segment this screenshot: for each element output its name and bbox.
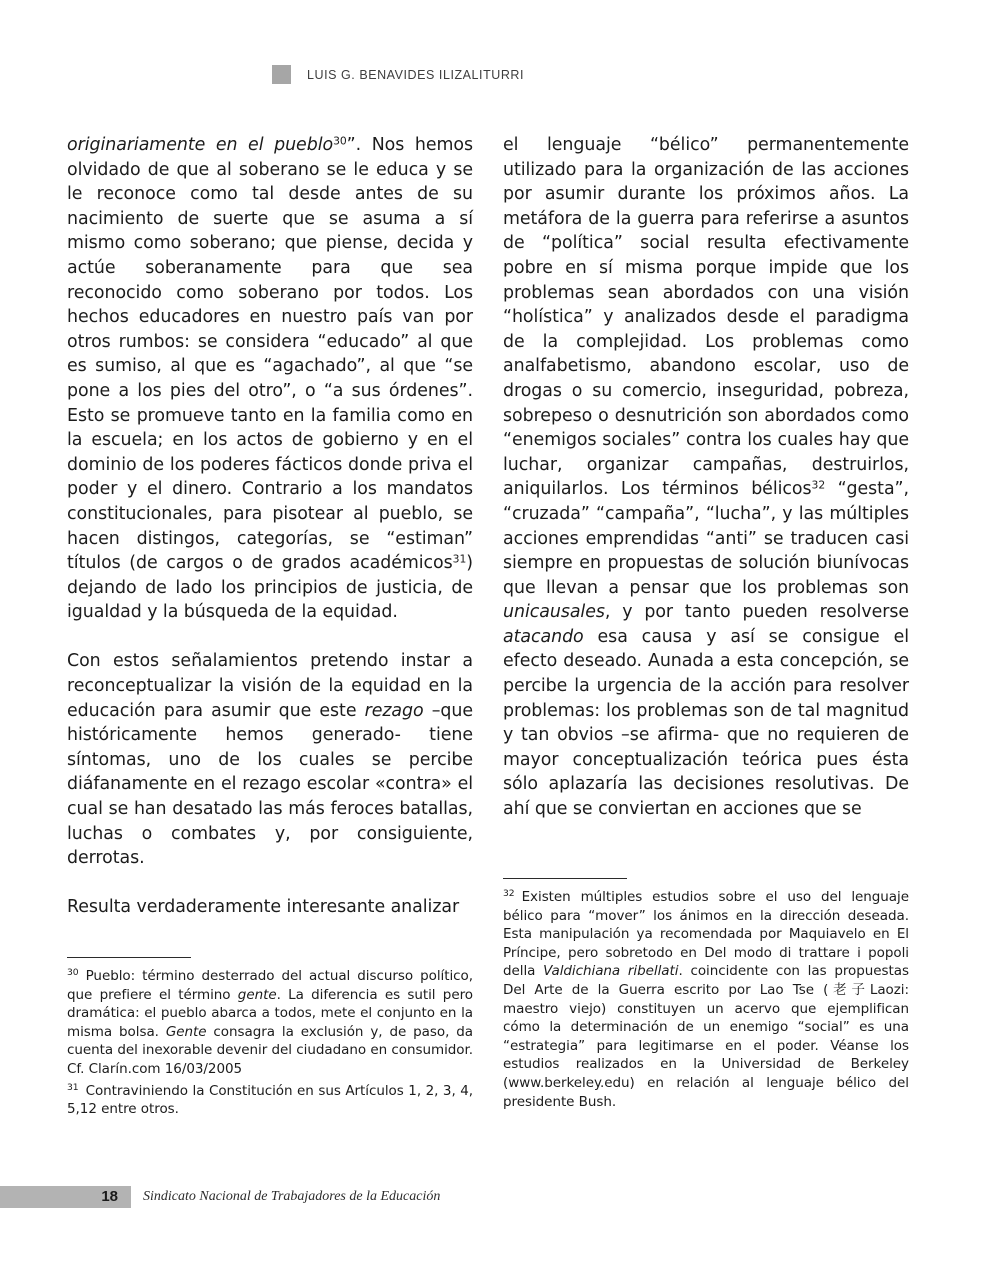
footnote: [67, 967, 473, 1079]
text-column-left: [67, 133, 473, 920]
footnote: [503, 888, 909, 1111]
footnote-number: 32: [503, 888, 515, 900]
running-head: [272, 65, 524, 84]
footer-organization-name: Sindicato Nacional de Trabajadores de la Educación: [143, 1189, 441, 1204]
paragraph: originariamente en el pueblo$^{30}$”. Nos hemos olvidado de que al soberano se le educa y se le reconoce como tal desde antes de su nacimiento de suerte que se asuma a sí mismo como soberano; que piense, decida y actúe soberanamente para que sea reconocido como soberano por todos. Los hechos educadores en nuestro país van por otros rumbos: se considera “educado” al que es sumiso, al que es “agachado”, al que “se pone a los pies del otro”, o “a sus órdenes”. Esto se promueve tanto en la familia como en la escuela; en los actos de gobierno y en el dominio de los poderes fácticos donde priva el poder y el dinero. Contrario a los mandatos constitucionales, para pisotear al pueblo, se hacen distingos, categorías, se “estiman” títulos (de cargos o de grados académicos$^{31}$) dejando de lado los principios de justicia, de igualdad y la búsqueda de la equidad.: [67, 134, 473, 623]
footnote-text: Contraviniendo la Constitución en sus Artículos 1, 2, 3, 4, 5,12 entre otros.: [67, 1082, 473, 1118]
footnote-text: Existen múltiples estudios sobre el uso del lenguaje bélico para “mover” los ánimos en la dirección deseada. Esta manipulación ya recomendada por Maquiavelo en El Príncipe, pero sobretodo en Del modo di trattare i popoli della Valdichiana ribellati. coincidente con las propuestas Del Arte de la Guerra escrito por Lao Tse (老子Laozi: maestro viejo) constituyen un acervo que ejemplifican cómo la determinación de un enemigo “social” es una “estrategia” para legitimarse en el poder. Véanse los estudios realizados en la Universidad de Berkeley (www.berkeley.edu) en relación al lenguaje bélico del presidente Bush.: [503, 889, 909, 1110]
gray-square-icon: [272, 65, 291, 84]
page-footer: [0, 1186, 996, 1208]
footnote-separator-rule: [67, 957, 191, 958]
footnote-text: Pueblo: término desterrado del actual discurso político, que prefiere el término gente. La diferencia es sutil pero dramática: el pueblo abarca a todos, mete el conjunto en la misma bolsa. Gente consagra la exclusión y, de paso, da cuenta del inexorable devenir del ciudadano en consumidor. Cf. Clarín.com 16/03/2005: [67, 968, 473, 1077]
paragraph: Resulta verdaderamente interesante analizar: [67, 897, 460, 918]
text-column-right: [503, 133, 909, 822]
footnote-separator-rule: [503, 878, 627, 879]
footnote-block-left: [67, 957, 473, 1122]
footnote-number: 31: [67, 1081, 79, 1093]
footnote-block-right: [503, 878, 909, 1114]
running-head-title: LUIS G. BENAVIDES ILIZALITURRI: [307, 67, 525, 82]
footnote: [67, 1082, 473, 1119]
paragraph: Con estos señalamientos pretendo instar a reconceptualizar la visión de la equidad en la educación para asumir que este rezago –que históricamente hemos generado- tiene síntomas, uno de los cuales se percibe diáfanamente en el rezago escolar «contra» el cual se han desatado las más feroces batallas, luchas o combates y, por consiguiente, derrotas.: [67, 651, 474, 869]
page-number: 18: [101, 1188, 118, 1205]
paragraph: el lenguaje “bélico” permanentemente utilizado para la organización de las acciones por asumir durante los próximos años. La metáfora de la guerra para referirse a asuntos de “política” social resulta efectivamente pobre en sí misma porque impide que los problemas sean abordados con una visión “holística” y analizados desde el paradigma de la complejidad. Los problemas como analfabetismo, abandono escolar, uso de drogas o su comercio, inseguridad, pobreza, sobrepeso o desnutrición son abordados como “enemigos sociales” contra los cuales hay que luchar, organizar campañas, destruirlos, aniquilarlos. Los términos bélicos$^{32}$ “gesta”, “cruzada” “campaña”, “lucha”, y las múltiples acciones emprendidas “anti” se traducen casi siempre en propuestas de solución biunívocas que llevan a pensar que los problemas son unicausales, y por tanto pueden resolverse atacando esa causa y así se consigue el efecto deseado. Aunada a esta concepción, se percibe la urgencia de la acción para resolver problemas: los problemas son de tal magnitud y tan obvios –se afirma- que no requieren de mayor conceptualización teórica pues ésta sólo aplazaría las decisiones resolutivas. De ahí que se conviertan en acciones que se: [503, 135, 909, 820]
footnote-number: 30: [67, 967, 79, 979]
